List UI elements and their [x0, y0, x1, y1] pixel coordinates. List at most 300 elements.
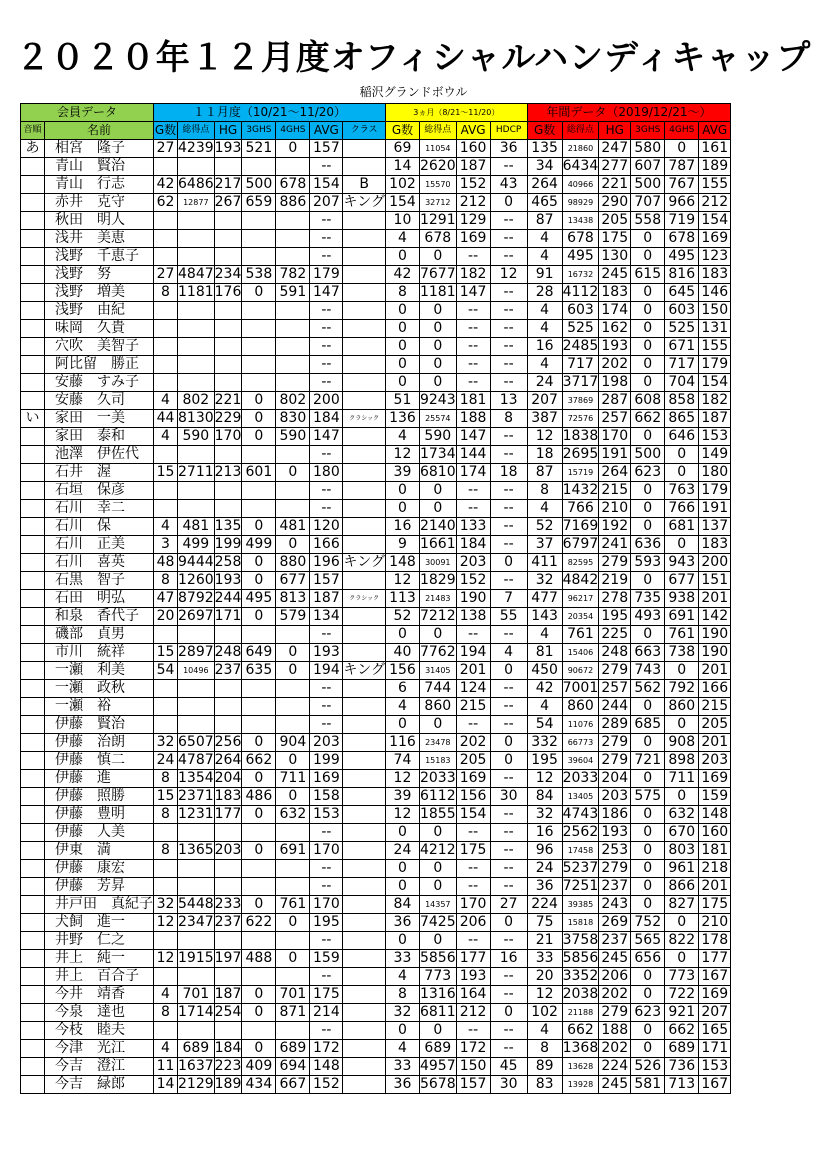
y-3ghs-cell: 562 — [631, 680, 665, 698]
q-total-cell: 1829 — [419, 572, 456, 588]
month-4ghs-cell — [276, 1022, 310, 1040]
month-4ghs-cell — [276, 860, 310, 878]
q-total-cell: 21483 — [419, 590, 456, 608]
month-total-cell: 2371 — [178, 788, 214, 804]
index-kana-cell — [21, 932, 45, 950]
y-4ghs-cell: 767 — [665, 176, 699, 194]
month-total-cell — [178, 500, 215, 518]
y-avg-cell: 154 — [699, 374, 731, 392]
month-4ghs-cell — [276, 356, 310, 374]
y-total-cell: 4112 — [562, 284, 599, 300]
y-total-cell: 662 — [562, 1022, 599, 1040]
page-title: ２０２０年１２月度オフィシャルハンディキャップ — [15, 38, 812, 78]
member-name-cell: 井戸田 真紀子 — [45, 896, 154, 914]
hdcp-cell: 36 — [490, 140, 527, 158]
y-hg-cell: 287 — [599, 392, 631, 410]
q-avg-cell: -- — [456, 500, 490, 518]
y-4ghs-cell: 921 — [665, 1004, 699, 1022]
month-games-cell: 4 — [154, 428, 178, 446]
class-cell — [343, 950, 386, 968]
month-4ghs-cell: 677 — [276, 572, 310, 590]
q-games-cell: 40 — [385, 644, 419, 662]
index-kana-cell — [21, 1004, 45, 1022]
month-hg-cell: 258 — [214, 554, 242, 570]
month-4ghs-cell — [276, 158, 310, 176]
y-total-cell: 1838 — [562, 428, 599, 444]
hdcp-cell: -- — [490, 680, 527, 698]
member-name-cell: 家田 泰和 — [45, 428, 154, 446]
y-3ghs-cell: 0 — [631, 482, 665, 500]
q-total-cell: 23478 — [419, 734, 456, 752]
month-games-cell — [154, 320, 178, 338]
index-kana-cell — [21, 842, 45, 860]
y-games-cell: 4 — [527, 356, 562, 374]
member-name-cell: 浅野 増美 — [45, 284, 154, 302]
y-games-cell: 37 — [527, 536, 562, 554]
class-cell — [343, 374, 386, 392]
q-avg-cell: 147 — [456, 428, 490, 446]
table-row — [21, 896, 731, 914]
q-avg-cell: 202 — [456, 734, 490, 752]
month-games-cell: 11 — [154, 1058, 178, 1076]
q-total-cell: 0 — [419, 500, 456, 518]
y-hg-cell: 264 — [599, 464, 631, 482]
class-cell — [343, 158, 386, 176]
month-total-cell — [178, 716, 215, 734]
q-games-cell: 102 — [385, 176, 419, 194]
y-total-cell: 15406 — [562, 644, 599, 662]
group-header-row — [21, 104, 731, 122]
y-4ghs-cell: 0 — [665, 536, 699, 554]
table-row — [21, 752, 731, 770]
month-avg-cell: 170 — [310, 896, 343, 914]
index-kana-cell — [21, 1022, 45, 1040]
y-total-cell: 1368 — [562, 1040, 599, 1056]
q-games-cell: 113 — [385, 590, 419, 608]
month-3ghs-cell: 0 — [242, 284, 276, 302]
y-3ghs-cell: 0 — [631, 500, 665, 518]
y-total-cell: 4743 — [562, 806, 599, 822]
q-total-cell: 0 — [419, 824, 456, 842]
y-4ghs-cell: 0 — [665, 950, 699, 968]
y-games-cell: 91 — [527, 266, 562, 284]
hdcp-cell: -- — [490, 698, 527, 716]
q-games-cell: 51 — [385, 392, 419, 410]
index-kana-cell — [21, 1040, 45, 1058]
table-row — [21, 320, 731, 338]
month-hg-cell: 204 — [214, 770, 242, 786]
y-total-cell: 2038 — [562, 986, 599, 1002]
y-4ghs-cell: 738 — [665, 644, 699, 662]
month-hg-cell — [214, 860, 242, 878]
y-3ghs-cell: 735 — [631, 590, 665, 608]
hdcp-cell: -- — [490, 1022, 527, 1040]
member-name-cell: 相宮 隆子 — [45, 140, 154, 158]
month-games-cell: 48 — [154, 554, 178, 572]
y-games-cell: 32 — [527, 806, 562, 824]
month-games-cell: 4 — [154, 1040, 178, 1058]
y-total-cell: 766 — [562, 500, 599, 518]
month-3ghs-cell: 0 — [242, 392, 276, 410]
q-total-cell: 0 — [419, 356, 456, 374]
month-4ghs-cell: 579 — [276, 608, 310, 626]
month-hg-cell — [214, 716, 242, 734]
month-3ghs-cell: 0 — [242, 572, 276, 590]
y-4ghs-cell: 866 — [665, 878, 699, 896]
index-kana-cell — [21, 986, 45, 1004]
y-3ghs-cell: 656 — [631, 950, 665, 968]
month-4ghs-cell: 711 — [276, 770, 310, 788]
y-games-cell: 32 — [527, 572, 562, 590]
hdcp-cell: -- — [490, 968, 527, 986]
y-3ghs-cell: 0 — [631, 806, 665, 824]
month-games-cell — [154, 824, 178, 842]
class-cell: キング — [343, 554, 385, 570]
y-4ghs-cell: 816 — [665, 266, 699, 284]
y-games-cell: 12 — [527, 986, 562, 1004]
class-cell — [343, 734, 386, 752]
month-games-cell: 8 — [154, 806, 178, 824]
month-games-cell — [154, 698, 178, 716]
month-total-cell: 6507 — [178, 734, 214, 750]
index-kana-cell — [21, 878, 45, 896]
y-hg-cell: 277 — [599, 158, 631, 176]
y-4ghs-cell: 792 — [665, 680, 699, 698]
member-name-cell: 今吉 緑郎 — [45, 1076, 154, 1094]
handicap-table — [20, 103, 731, 1094]
y-hg-cell: 188 — [599, 1022, 631, 1040]
month-games-cell — [154, 230, 178, 248]
y-avg-cell: 169 — [699, 986, 731, 1004]
q-avg-cell: 156 — [456, 788, 490, 806]
y-hg-cell: 198 — [599, 374, 631, 392]
y-avg-cell: 131 — [699, 320, 731, 338]
hdcp-cell: 27 — [490, 896, 527, 914]
class-cell — [343, 842, 386, 860]
q-total-cell: 0 — [419, 1022, 456, 1040]
y-games-cell: 24 — [527, 860, 562, 878]
y-hg-cell: 244 — [599, 698, 631, 716]
q-games-cell: 16 — [385, 518, 419, 536]
month-3ghs-cell — [242, 716, 276, 734]
y-3ghs-cell: 0 — [631, 518, 665, 536]
month-3ghs-cell — [242, 158, 276, 176]
y-hg-cell: 225 — [599, 626, 631, 644]
hdcp-cell: -- — [490, 158, 527, 176]
q-total-cell: 14357 — [419, 896, 456, 914]
table-row — [21, 590, 731, 608]
y-avg-cell: 151 — [699, 572, 731, 590]
q-total-cell: 4212 — [419, 842, 456, 858]
table-row — [21, 1076, 731, 1094]
q-avg-cell: -- — [456, 626, 490, 644]
month-games-cell: 3 — [154, 536, 178, 554]
month-avg-cell: 147 — [310, 428, 343, 446]
q-total-cell: 0 — [419, 302, 456, 320]
y-avg-cell: 150 — [699, 302, 731, 320]
member-name-cell: 石川 保 — [45, 518, 154, 536]
month-3ghs-cell: 538 — [242, 266, 276, 284]
y-total-cell: 761 — [562, 626, 599, 644]
y-3ghs-cell: 0 — [631, 824, 665, 842]
member-name-cell: 井上 百合子 — [45, 968, 154, 986]
index-kana-cell — [21, 1076, 45, 1094]
month-3ghs-cell: 649 — [242, 644, 276, 662]
y-4ghs-cell: 773 — [665, 968, 699, 986]
q-total-cell: 0 — [419, 860, 456, 878]
q-games-cell: 0 — [385, 482, 419, 500]
y-games-cell: 36 — [527, 878, 562, 896]
y-4ghs-cell: 670 — [665, 824, 699, 842]
q-games-cell: 4 — [385, 428, 419, 446]
index-kana-cell — [21, 716, 45, 734]
hdcp-cell: -- — [490, 284, 527, 302]
month-avg-cell: 159 — [310, 950, 343, 968]
month-4ghs-cell — [276, 302, 310, 320]
month-avg-cell: 187 — [310, 590, 343, 608]
month-3ghs-cell — [242, 698, 276, 716]
y-3ghs-cell: 0 — [631, 302, 665, 320]
y-3ghs-cell: 0 — [631, 842, 665, 860]
y-games-cell: 4 — [527, 248, 562, 266]
month-avg-cell: -- — [310, 500, 343, 518]
y-total-cell: 82595 — [562, 554, 599, 572]
month-games-cell: 4 — [154, 518, 178, 536]
month-4ghs-cell — [276, 446, 310, 464]
month-games-cell — [154, 680, 178, 698]
index-kana-cell: あ — [21, 140, 45, 158]
month-total-cell: 802 — [178, 392, 215, 410]
class-cell — [343, 986, 386, 1004]
y-games-cell: 387 — [527, 410, 562, 428]
y-hg-cell: 253 — [599, 842, 631, 860]
month-games-cell: 8 — [154, 284, 178, 302]
month-total-cell: 2697 — [178, 608, 214, 624]
hdcp-cell: 0 — [490, 194, 527, 212]
class-cell — [343, 752, 386, 770]
month-3ghs-cell — [242, 878, 276, 896]
month-4ghs-cell — [276, 824, 310, 842]
hdcp-cell: 18 — [490, 464, 527, 482]
month-games-cell — [154, 1022, 178, 1040]
column-header: 4GHS — [276, 122, 310, 140]
month-hg-cell: 193 — [214, 140, 242, 156]
y-hg-cell: 279 — [599, 1004, 631, 1022]
month-avg-cell: -- — [310, 230, 343, 248]
q-total-cell: 1734 — [419, 446, 456, 462]
index-kana-cell — [21, 734, 45, 752]
y-avg-cell: 149 — [699, 446, 731, 464]
y-avg-cell: 201 — [699, 590, 731, 608]
q-avg-cell: 205 — [456, 752, 490, 770]
month-avg-cell: -- — [310, 248, 343, 266]
table-row — [21, 158, 731, 176]
y-games-cell: 12 — [527, 770, 562, 788]
month-3ghs-cell: 0 — [242, 1004, 276, 1022]
month-hg-cell: 264 — [214, 752, 242, 768]
member-name-cell: 一瀬 政秋 — [45, 680, 154, 698]
index-kana-cell — [21, 752, 45, 770]
month-hg-cell: 229 — [214, 410, 242, 426]
q-total-cell: 860 — [419, 698, 456, 716]
hdcp-cell: 0 — [490, 914, 527, 932]
q-avg-cell: 133 — [456, 518, 490, 536]
q-total-cell: 0 — [419, 338, 456, 356]
month-3ghs-cell: 0 — [242, 896, 276, 914]
member-name-cell: 伊藤 照勝 — [45, 788, 154, 806]
y-hg-cell: 279 — [599, 554, 631, 572]
y-4ghs-cell: 704 — [665, 374, 699, 392]
y-games-cell: 4 — [527, 698, 562, 716]
index-kana-cell — [21, 770, 45, 788]
y-4ghs-cell: 961 — [665, 860, 699, 878]
q-avg-cell: -- — [456, 1022, 490, 1040]
month-total-cell: 1260 — [178, 572, 214, 588]
class-cell — [343, 464, 386, 482]
y-games-cell: 87 — [527, 464, 562, 482]
y-games-cell: 4 — [527, 302, 562, 320]
y-hg-cell: 237 — [599, 932, 631, 950]
class-cell — [343, 644, 386, 662]
month-hg-cell: 171 — [214, 608, 242, 624]
month-total-cell — [178, 356, 215, 374]
class-cell — [343, 698, 386, 716]
month-hg-cell: 135 — [214, 518, 242, 534]
month-games-cell: 32 — [154, 734, 178, 752]
q-avg-cell: 164 — [456, 986, 490, 1004]
y-4ghs-cell: 0 — [665, 446, 699, 464]
class-cell — [343, 500, 386, 518]
index-kana-cell — [21, 428, 45, 446]
q-avg-cell: -- — [456, 302, 490, 320]
y-4ghs-cell: 717 — [665, 356, 699, 374]
month-3ghs-cell — [242, 302, 276, 320]
y-hg-cell: 257 — [599, 410, 631, 428]
index-kana-cell — [21, 572, 45, 590]
y-total-cell: 66773 — [562, 734, 599, 752]
hdcp-cell: 30 — [490, 788, 527, 806]
y-total-cell: 72576 — [562, 410, 599, 428]
q-avg-cell: 160 — [456, 140, 490, 158]
group-header-year: 年間データ（2019/12/21～） — [527, 104, 731, 122]
q-total-cell: 25574 — [419, 410, 456, 428]
y-3ghs-cell: 0 — [631, 878, 665, 896]
q-games-cell: 33 — [385, 950, 419, 968]
q-games-cell: 6 — [385, 680, 419, 698]
q-avg-cell: -- — [456, 338, 490, 356]
month-avg-cell: 195 — [310, 914, 343, 932]
q-total-cell: 7425 — [419, 914, 456, 930]
table-row — [21, 302, 731, 320]
month-hg-cell — [214, 968, 242, 986]
month-hg-cell: 189 — [214, 1076, 242, 1092]
class-cell — [343, 788, 386, 806]
q-games-cell: 9 — [385, 536, 419, 554]
y-avg-cell: 161 — [699, 140, 731, 158]
month-avg-cell: 169 — [310, 770, 343, 788]
class-cell — [343, 878, 386, 896]
index-kana-cell — [21, 608, 45, 626]
y-3ghs-cell: 493 — [631, 608, 665, 626]
column-header: G数 — [527, 122, 562, 140]
y-3ghs-cell: 0 — [631, 248, 665, 266]
hdcp-cell: 43 — [490, 176, 527, 194]
y-4ghs-cell: 763 — [665, 482, 699, 500]
member-name-cell: 石川 正美 — [45, 536, 154, 554]
hdcp-cell: -- — [490, 806, 527, 824]
q-total-cell: 0 — [419, 482, 456, 500]
y-3ghs-cell: 0 — [631, 1022, 665, 1040]
month-4ghs-cell: 0 — [276, 914, 310, 932]
y-games-cell: 75 — [527, 914, 562, 932]
month-4ghs-cell: 0 — [276, 950, 310, 968]
y-hg-cell: 186 — [599, 806, 631, 824]
y-4ghs-cell: 898 — [665, 752, 699, 770]
index-kana-cell — [21, 590, 45, 608]
month-total-cell: 2897 — [178, 644, 214, 660]
q-total-cell: 5678 — [419, 1076, 456, 1092]
y-hg-cell: 290 — [599, 194, 631, 212]
class-cell — [343, 806, 386, 824]
y-4ghs-cell: 860 — [665, 698, 699, 716]
hdcp-cell: -- — [490, 212, 527, 230]
month-avg-cell: 166 — [310, 536, 343, 554]
y-4ghs-cell: 603 — [665, 302, 699, 320]
month-4ghs-cell: 678 — [276, 176, 310, 194]
month-4ghs-cell: 0 — [276, 464, 310, 482]
y-hg-cell: 224 — [599, 1058, 631, 1076]
y-3ghs-cell: 721 — [631, 752, 665, 770]
index-kana-cell — [21, 284, 45, 302]
y-4ghs-cell: 645 — [665, 284, 699, 302]
table-row — [21, 680, 731, 698]
month-games-cell — [154, 158, 178, 176]
month-games-cell: 15 — [154, 788, 178, 806]
y-3ghs-cell: 0 — [631, 968, 665, 986]
q-games-cell: 14 — [385, 158, 419, 176]
y-4ghs-cell: 691 — [665, 608, 699, 626]
y-total-cell: 603 — [562, 302, 599, 320]
class-cell — [343, 302, 386, 320]
table-row — [21, 410, 731, 428]
month-games-cell — [154, 212, 178, 230]
q-total-cell: 2140 — [419, 518, 456, 534]
month-3ghs-cell — [242, 446, 276, 464]
class-cell — [343, 608, 386, 626]
y-hg-cell: 279 — [599, 734, 631, 752]
y-games-cell: 8 — [527, 1040, 562, 1058]
member-name-cell: 石井 渥 — [45, 464, 154, 482]
month-games-cell: 4 — [154, 392, 178, 410]
hdcp-cell: 0 — [490, 554, 527, 572]
y-total-cell: 11076 — [562, 716, 599, 734]
month-4ghs-cell — [276, 248, 310, 266]
member-name-cell: 今津 光江 — [45, 1040, 154, 1058]
q-avg-cell: -- — [456, 248, 490, 266]
index-kana-cell — [21, 806, 45, 824]
y-games-cell: 8 — [527, 482, 562, 500]
q-avg-cell: 190 — [456, 590, 490, 608]
y-hg-cell: 130 — [599, 248, 631, 266]
y-avg-cell: 175 — [699, 896, 731, 914]
y-3ghs-cell: 0 — [631, 986, 665, 1004]
month-total-cell: 8792 — [178, 590, 214, 606]
y-games-cell: 33 — [527, 950, 562, 968]
y-avg-cell: 203 — [699, 752, 731, 770]
y-hg-cell: 192 — [599, 518, 631, 536]
y-games-cell: 18 — [527, 446, 562, 464]
month-4ghs-cell: 667 — [276, 1076, 310, 1094]
